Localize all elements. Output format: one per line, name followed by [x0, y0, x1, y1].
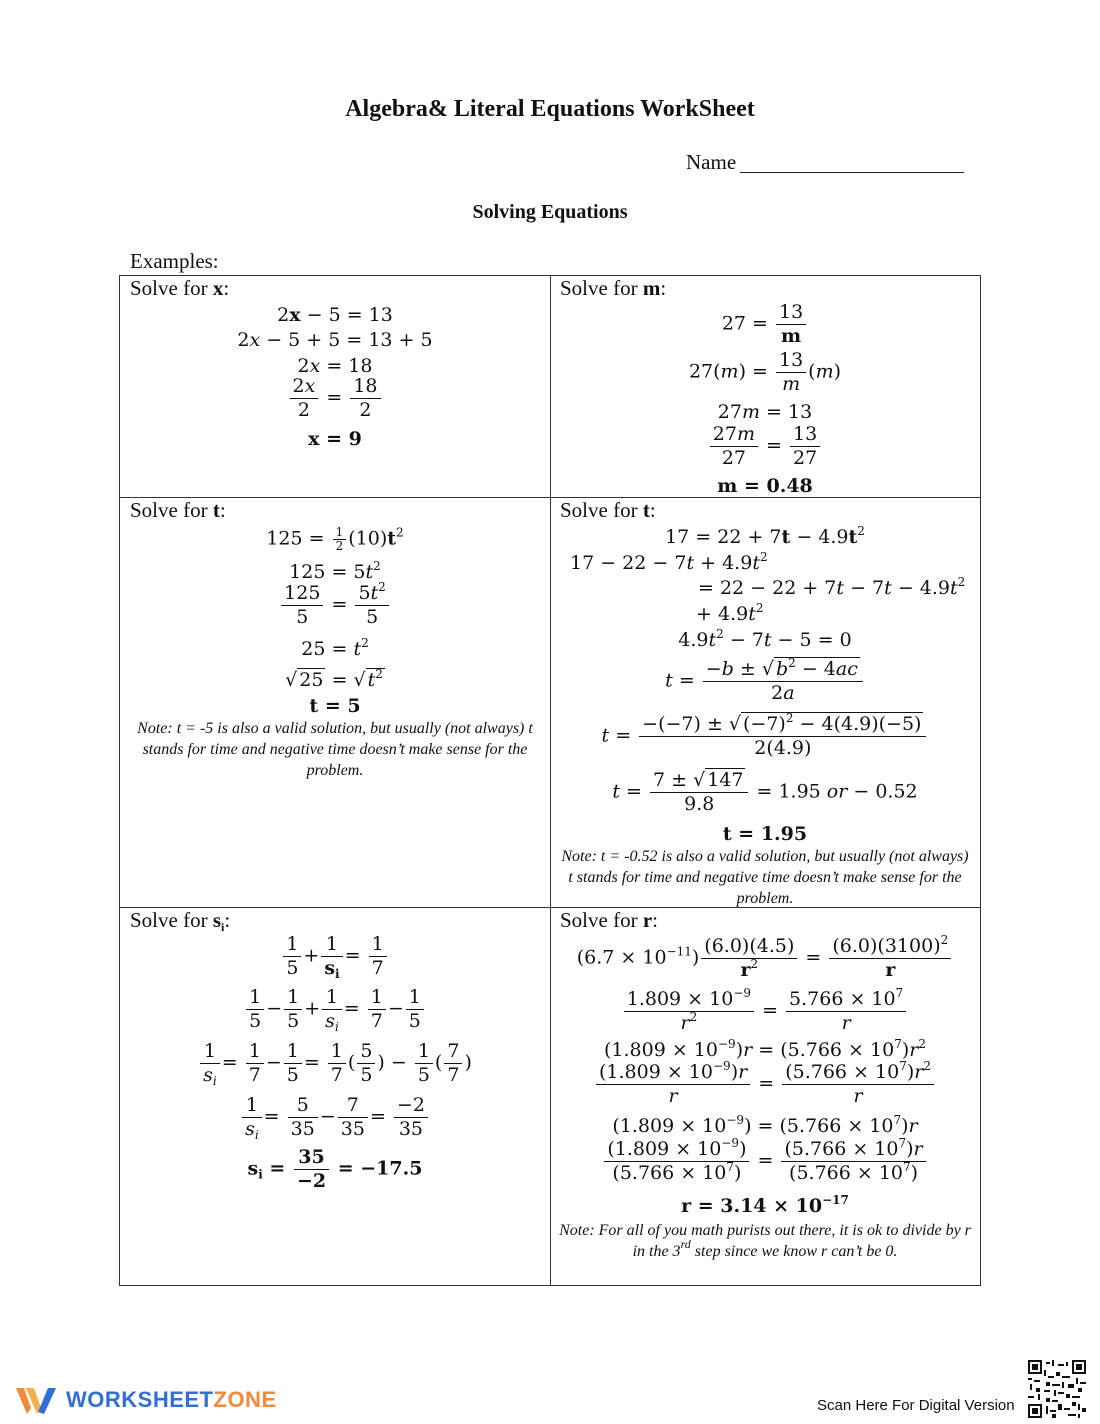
math-line: $\frac{125}{5}$ = $\frac{5t^2}{5}$: [120, 582, 550, 629]
cell-solve-si: [120, 908, 550, 1285]
math-line: $25 = t^2$: [301, 636, 369, 660]
section-subtitle: Solving Equations: [472, 201, 628, 223]
math-line: 125 = $\frac{1}{2}$ $(10)t^2$: [266, 525, 404, 553]
math-line: $17 - 22 - 7t + 4.9t^2$: [570, 550, 768, 574]
math-line: $125 = 5t^2$: [289, 559, 381, 583]
answer-line: $r = 3.14 \times 10^{-17}$: [681, 1193, 849, 1217]
cell-heading: Solve for r:: [560, 908, 658, 932]
name-line[interactable]: [740, 150, 964, 173]
cell-heading: Solve for x:: [130, 276, 230, 300]
math-line: $\frac{1}{s_i}$ = $\frac{5}{35}$ − $\frac{7}{35}$ = $\frac{-2}{35}$: [120, 1094, 550, 1141]
examples-table: [119, 275, 981, 1286]
math-line: $4.9t^2 - 7t - 5 = 0$: [678, 627, 852, 651]
name-field[interactable]: [686, 150, 964, 175]
math-line: $\frac{27m}{27}$ = $\frac{13}{27}$: [550, 423, 980, 470]
math-line: = $22 - 22 + 7t - 7t - 4.9t^2$: [698, 575, 966, 599]
cell-heading: Solve for t:: [130, 498, 226, 522]
logo-w-icon: [14, 1384, 60, 1416]
cell-solve-m: [550, 276, 980, 497]
math-line: √ 25 = √ $t^2$: [285, 667, 383, 691]
answer-line: t = 5: [309, 695, 361, 717]
math-line: 27m = 13: [717, 401, 813, 423]
examples-label: Examples:: [130, 249, 219, 273]
scan-caption: Scan Here For Digital Version: [817, 1397, 1015, 1414]
brand-name: WORKSHEETZONE: [66, 1387, 277, 1412]
answer-line: m = 0.48: [717, 475, 813, 497]
math-line: 2x = 18: [297, 355, 373, 377]
math-line: 27(m) = $\frac{13}{m}$ (m): [688, 349, 842, 395]
brand-logo[interactable]: [14, 1384, 277, 1416]
math-line: $(1.809 \times 10^{-9})r = (5.766 \times 10^7)r^2$: [604, 1037, 926, 1061]
math-line: 2x − 5 = 13: [277, 304, 393, 326]
math-line: $\frac{1}{s_i}$ = $\frac{1}{7}$ − $\frac{1}{5}$ = $\frac{1}{7}$ ( $\frac{5}{5}$ ) − $\frac{1}{5}$ ( $\frac{7}{7}$ ): [120, 1040, 550, 1087]
note-text: Note: t = -5 is also a valid solution, but usually (not always) t stands for time and negative time doesn’t make sense for the problem.: [137, 720, 533, 779]
math-line: t = $\frac{-b \pm √ b^2 - 4ac}{2a}$: [550, 658, 980, 705]
answer-line: x = 9: [308, 428, 362, 450]
worksheet-title: Algebra& Literal Equations WorkSheet: [345, 96, 755, 122]
qr-code-icon[interactable]: [1028, 1360, 1086, 1418]
math-line: t = $\frac{-(-7) \pm √ (-7)^2 - 4(4.9)(-5)}{2(4.9)}$: [550, 713, 980, 760]
cell-solve-t-1: [120, 498, 550, 907]
math-line: $17 = 22 + 7t - 4.9t^2$: [665, 524, 865, 548]
cell-heading: Solve for $s_i$:: [130, 908, 231, 934]
math-line: + $4.9t^2$: [696, 601, 764, 625]
math-line: $(6.7 \times 10^{-11})$ $\frac{(6.0)(4.5)}{r^2}$ = $\frac{(6.0)(3100)^2}{r}$: [550, 935, 980, 982]
math-line: $(1.809 \times 10^{-9}) = (5.766 \times 10^7)r$: [612, 1113, 918, 1137]
cell-solve-x: [120, 276, 550, 497]
answer-line: t = 1.95: [722, 823, 808, 845]
note-text: Note: For all of you math purists out there, it is ok to divide by r in the 3rd step since we know r can’t be 0.: [559, 1222, 971, 1260]
math-line: 27 = $\frac{13}{m}$: [550, 301, 980, 348]
math-line: $\frac{(1.809 \times 10^{-9})}{(5.766 \times 10^7)}$ = $\frac{(5.766 \times 10^7)r}{(5.766 \times 10^7)}$: [550, 1138, 980, 1185]
cell-heading: Solve for t:: [560, 498, 656, 522]
math-line: $\frac{1}{5}$ + $\frac{1}{s_i}$ = $\frac{1}{7}$: [120, 933, 550, 980]
math-line: 2x − 5 + 5 = 13 + 5: [237, 329, 433, 351]
math-line: $\frac{1.809 \times 10^{-9}}{r^2}$ = $\frac{5.766 \times 10^7}{r}$: [550, 988, 980, 1035]
math-line: $\frac{1}{5}$ − $\frac{1}{5}$ + $\frac{1}{s_i}$ = $\frac{1}{7}$ − $\frac{1}{5}$: [120, 986, 550, 1033]
cell-heading: Solve for m:: [560, 276, 667, 300]
math-line: t = $\frac{7 \pm √ 147}{9.8}$ = 1.95 or − 0.52: [612, 769, 918, 815]
cell-solve-t-2: [550, 498, 980, 907]
note-text: Note: t = -0.52 is also a valid solution, but usually (not always) t stands for time and negative time doesn’t make sense for the problem.: [561, 848, 969, 907]
answer-line: $s_i$ = $\frac{35}{-2}$ = −17.5: [247, 1146, 423, 1192]
cell-solve-r: [550, 908, 980, 1285]
name-label: Name: [686, 150, 737, 174]
math-line: $\frac{(1.809 \times 10^{-9})r}{r}$ = $\frac{(5.766 \times 10^7)r^2}{r}$: [550, 1061, 980, 1108]
math-line: $\frac{2x}{2}$ = $\frac{18}{2}$: [120, 375, 550, 422]
